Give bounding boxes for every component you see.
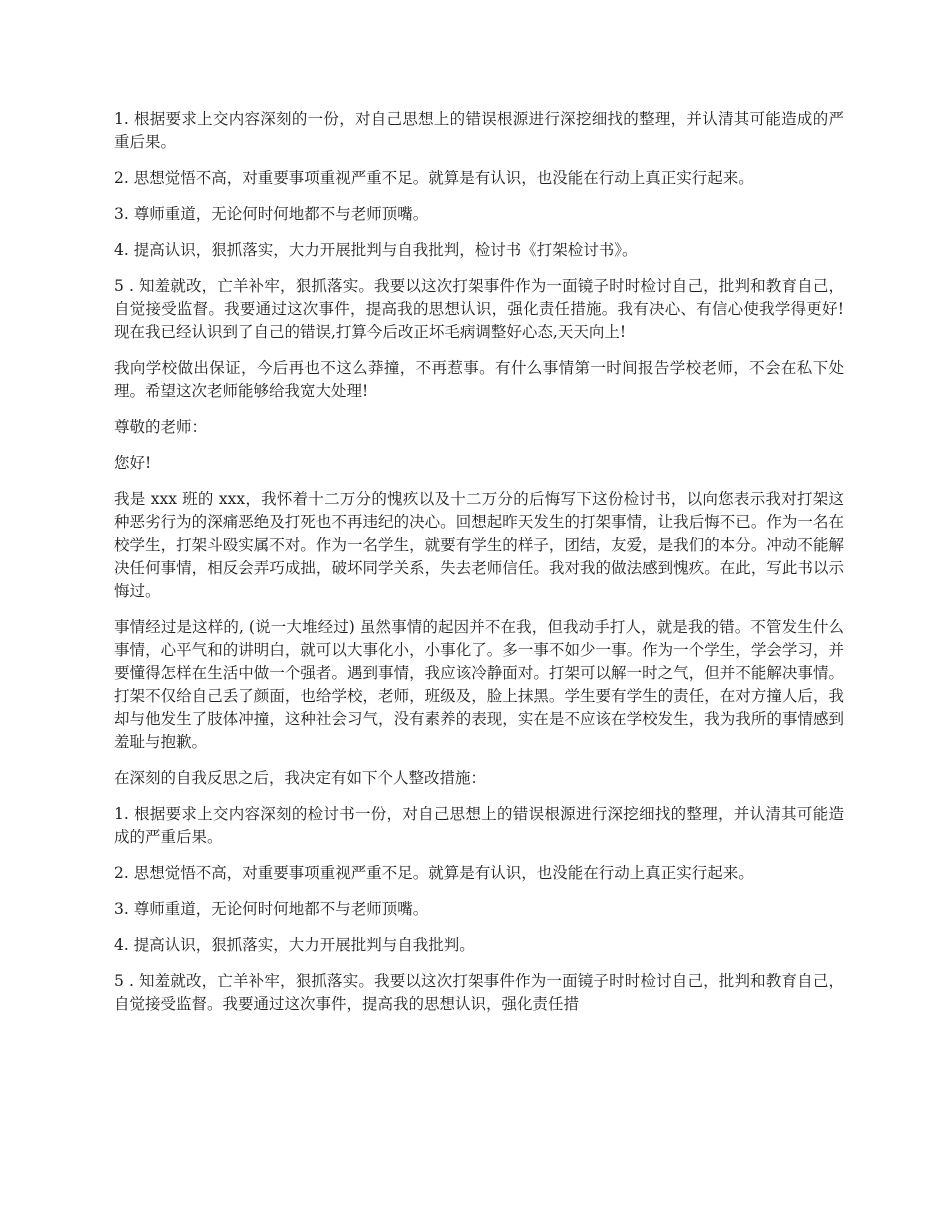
paragraph-intro: 我是 xxx 班的 xxx，我怀着十二万分的愧疚以及十二万分的后悔写下这份检讨书，以向您表示我对打架这种恶劣行为的深痛恶绝及打死也不再违纪的决心。回想起昨天发生的打架事情，让我后悔不已。作为一名在校学生，打架斗殴实属不对。作为一名学生，就要有学生的样子，团结，友爱，是我们的本分。冲动不能解决任何事情，相反会弄巧成拙，破坏同学关系，失去老师信任。我对我的做法感到愧疚。在此，写此书以示悔过。: [114, 490, 844, 600]
paragraph-6: 我向学校做出保证，今后再也不这么莽撞，不再惹事。有什么事情第一时间报告学校老师，不会在私下处理。希望这次老师能够给我宽大处理!: [114, 359, 844, 400]
paragraph-incident: 事情经过是这样的, (说一大堆经过) 虽然事情的起因并不在我，但我动手打人，就是我的错。不管发生什么事情，心平气和的讲明白，就可以大事化小，小事化了。多一事不如少一事。作为一个学生，学会学习，并要懂得怎样在生活中做一个强者。遇到事情，我应该冷静面对。打架可以解一时之气，但并不能解决事情。打架不仅给自己丢了颜面，也给学校，老师，班级及，脸上抹黑。学生要有学生的责任，在对方撞人后，我却与他发生了肢体冲撞，这种社会习气，没有素养的表现，实在是不应该在学校发生，我为我所的事情感到羞耻与抱歉。: [114, 618, 844, 751]
measure-4: 4. 提高认识，狠抓落实，大力开展批判与自我批判。: [114, 936, 475, 954]
document-page: [114, 108, 844, 1029]
paragraph-5: 5 . 知羞就改，亡羊补牢，狠抓落实。我要以这次打架事件作为一面镜子时时检讨自己，批判和教育自己，自觉接受监督。我要通过这次事件，提高我的思想认识，强化责任措施。我有决心、有信心使我学得更好! 现在我已经认识到了自己的错误,打算今后改正坏毛病调整好心态,天天向上!: [114, 277, 844, 341]
measure-1: 1. 根据要求上交内容深刻的检讨书一份，对自己思想上的错误根源进行深挖细找的整理，并认清其可能造成的严重后果。: [114, 805, 844, 846]
greeting: 您好!: [114, 454, 152, 472]
measure-5: 5 . 知羞就改，亡羊补牢，狠抓落实。我要以这次打架事件作为一面镜子时时检讨自己，批判和教育自己，自觉接受监督。我要通过这次事件，提高我的思想认识，强化责任措: [114, 972, 844, 1013]
paragraph-4: 4. 提高认识，狠抓落实，大力开展批判与自我批判，检讨书《打架检讨书》。: [114, 241, 638, 259]
paragraph-3: 3. 尊师重道，无论何时何地都不与老师顶嘴。: [114, 205, 429, 223]
paragraph-measures-heading: 在深刻的自我反思之后，我决定有如下个人整改措施：: [114, 769, 487, 787]
salutation: 尊敬的老师：: [114, 418, 208, 436]
measure-3: 3. 尊师重道，无论何时何地都不与老师顶嘴。: [114, 900, 429, 918]
paragraph-1: 1. 根据要求上交内容深刻的一份，对自己思想上的错误根源进行深挖细找的整理，并认清其可能造成的严重后果。: [114, 110, 844, 151]
paragraph-2: 2. 思想觉悟不高，对重要事项重视严重不足。就算是有认识，也没能在行动上真正实行起来。: [114, 169, 754, 187]
measure-2: 2. 思想觉悟不高，对重要事项重视严重不足。就算是有认识，也没能在行动上真正实行起来。: [114, 864, 754, 882]
